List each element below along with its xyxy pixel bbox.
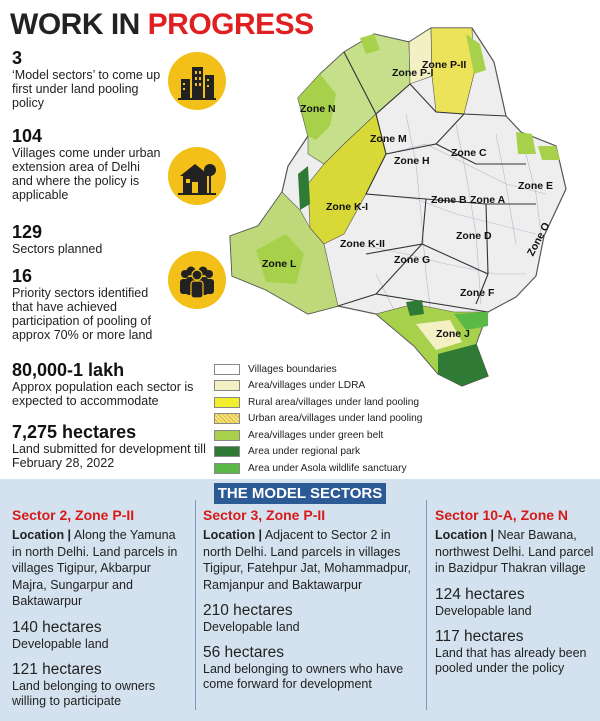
stat-population [12,360,212,408]
stat-villages [12,126,162,202]
location-label: Location | [435,528,495,542]
zone-label: Zone K-II [340,238,385,250]
regional-park-west [298,166,310,210]
stat-number: 104 [12,126,43,146]
developable-value: 140 hectares [12,618,102,636]
legend-label: Villages boundaries [248,363,337,375]
legend-item [214,394,474,411]
house-tree-icon [168,147,226,205]
legend-label: Area under Asola wildlife sanctuary [248,462,407,474]
developable-value: 210 hectares [203,602,293,619]
zone-label: Zone K-I [326,201,368,213]
stat-text: Approx population each sector is expected to accommodate [12,380,194,408]
zone-label: Zone D [456,230,492,242]
zone-label: Zone M [370,133,407,145]
legend-swatch [214,446,240,457]
zone-label: Zone H [394,155,430,167]
zone-label: Zone B [431,194,467,206]
stat-number: 80,000-1 lakh [12,360,125,380]
legend-item [214,361,474,378]
stat-text: Land submitted for development till February 28, 2022 [12,442,206,470]
sector-title: Sector 2, Zone P-II [12,507,135,523]
zone-label: Zone C [451,147,487,159]
title-part-2: PROGRESS [147,8,314,41]
pooled-label: Land belonging to owners willing to participate [12,678,156,708]
legend-swatch [214,364,240,375]
stat-number: 7,275 hectares [12,422,137,442]
sector-card [203,506,419,711]
map-legend [214,361,474,477]
pooled-label: Land belonging to owners who have come forward for development [203,662,404,691]
legend-item [214,444,474,461]
zone-label: Zone L [262,258,297,270]
stat-model-sectors [12,48,162,110]
legend-label: Area/villages under green belt [248,429,384,441]
zone-label: Zone P-I [392,67,434,79]
legend-item [214,427,474,444]
stat-text: Villages come under urban extension area of Delhi and where the policy is applicable [12,146,161,202]
sector-card [435,506,595,711]
stat-text: Priority sectors identified that have achieved participation of pooling of approx 70% or more land [12,286,153,342]
zone-label: Zone E [518,180,554,192]
stat-number: 129 [12,222,43,242]
zone-label: Zone J [436,328,470,340]
buildings-icon [168,52,226,110]
developable-label: Developable land [12,636,109,651]
pooled-value: 117 hectares [435,627,524,645]
location-text: Adjacent to Sector 2 in north Delhi. Land parcels in villages Tigipur, Fatehpur Jat, Mohammadpur, Ramjanpur and Baktawarpur [203,528,411,592]
legend-swatch [214,397,240,408]
model-sectors-banner: THE MODEL SECTORS [214,483,386,504]
sector-card [12,506,188,711]
stat-text: Sectors planned [12,242,103,256]
legend-item [214,378,474,395]
column-divider [426,500,427,710]
pooled-value: 56 hectares [203,644,284,661]
stat-number: 16 [12,266,33,286]
sector-location [203,527,419,593]
title-part-1: WORK IN [10,8,148,41]
legend-item [214,411,474,428]
legend-label: Urban area/villages under land pooling [248,413,423,425]
stat-land-submitted [12,422,212,470]
sector-title: Sector 10-A, Zone N [435,507,569,523]
legend-swatch [214,380,240,391]
zone-label: Zone N [300,103,336,115]
location-label: Location | [12,528,72,542]
green-belt-east [516,132,536,154]
legend-label: Area under regional park [248,446,361,458]
legend-item [214,460,474,477]
zone-label: Zone F [460,287,495,299]
column-divider [195,500,196,710]
delhi-zones-map [226,14,596,402]
zone-label: Zone G [394,254,431,266]
pooled-value: 121 hectares [12,660,102,678]
zone-label: Zone O [524,220,553,259]
sector-title: Sector 3, Zone P-II [203,507,326,523]
zone-label: Zone A [470,194,506,206]
developable-label: Developable land [435,603,532,618]
stat-sectors-planned [12,222,162,256]
legend-label: Area/villages under LDRA [248,380,366,392]
sector-location [435,527,595,577]
zone-label: Zone P-II [422,59,467,71]
legend-swatch [214,430,240,441]
location-label: Location | [203,528,263,542]
developable-label: Developable land [203,620,300,634]
stat-priority-sectors [12,266,172,342]
location-text: Along the Yamuna in north Delhi. Land parcels in villages Tigipur, Akbarpur Majra, Sungarpur and Baktawarpur [12,528,178,608]
stat-number: 3 [12,48,23,68]
developable-value: 124 hectares [435,585,525,603]
stat-text: ‘Model sectors’ to come up first under land pooling policy [12,68,161,110]
pooled-label: Land that has already been pooled under the policy [435,645,587,675]
sector-location [12,527,188,610]
people-group-icon [168,251,226,309]
location-text: Near Bawana, northwest Delhi. Land parcel in Bazidpur Thakran village [435,528,594,575]
legend-swatch [214,413,240,424]
legend-label: Rural area/villages under land pooling [248,396,420,408]
legend-swatch [214,463,240,474]
